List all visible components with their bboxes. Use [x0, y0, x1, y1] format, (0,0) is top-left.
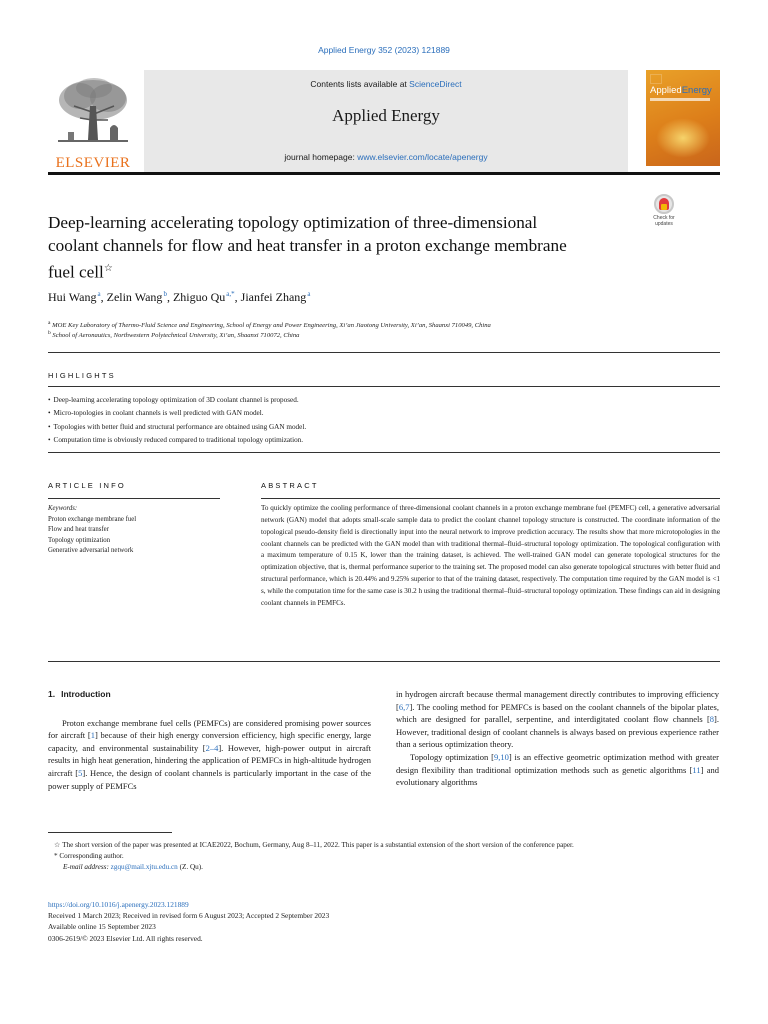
received-dates: Received 1 March 2023; Received in revised form 6 August 2023; Accepted 2 September 2023 — [48, 911, 330, 921]
online-date: Available online 15 September 2023 — [48, 922, 156, 932]
author-list: Hui Wang $^a$, Zelin Wang $^b$, Zhiguo Qu $^{a,*}$, Jianfei Zhang $^a$ — [48, 290, 311, 304]
list-item: • Topologies with better fluid and structural performance are obtained using GAN model. — [48, 421, 720, 434]
highlights-heading: HIGHLIGHTS — [48, 371, 116, 380]
abstract-heading: ABSTRACT — [261, 481, 319, 490]
article-info-heading: ARTICLE INFO — [48, 481, 126, 490]
citation-link[interactable]: 2–4 — [205, 742, 219, 753]
author-affiliation-mark[interactable]: b — [163, 290, 167, 298]
citation-link[interactable]: 11 — [692, 764, 701, 775]
highlights-list — [48, 394, 720, 448]
journal-name[interactable]: Applied Energy — [332, 106, 440, 125]
list-item: • Micro-topologies in coolant channels is well predicted with GAN model. — [48, 407, 720, 420]
article-metadata — [48, 899, 329, 944]
section-divider — [48, 386, 720, 387]
cover-subtitle-bar — [650, 98, 710, 101]
citation-link[interactable]: 1 — [90, 730, 95, 741]
affiliation: $^a$ MOE Key Laboratory of Thermo-Fluid Science and Engineering, School of Energy and Power Engineering, Xi’an Jiaotong University, Xi’an, Shaanxi 710049, China — [48, 320, 491, 330]
journal-reference[interactable]: Applied Energy 352 (2023) 121889 — [318, 45, 450, 55]
keyword[interactable]: Generative adversarial network — [48, 547, 134, 555]
list-item: • Deep-learning accelerating topology optimization of 3D coolant channel is proposed. — [48, 394, 720, 407]
contents-availability: Contents lists available at ScienceDirect — [310, 79, 462, 89]
section-divider — [261, 498, 720, 499]
list-item: • Computation time is obviously reduced compared to traditional topology optimization. — [48, 434, 720, 447]
author-name[interactable]: Jianfei Zhang — [240, 290, 307, 304]
section-divider — [48, 452, 720, 453]
footnote: E-mail address: zgqu@mail.xjtu.edu.cn (Z. Qu). — [63, 863, 203, 871]
title-footnote-mark[interactable]: ☆ — [103, 263, 113, 274]
cover-publisher-icon — [650, 74, 662, 84]
journal-homepage: journal homepage: www.elsevier.com/locate/apenergy — [284, 152, 488, 162]
cover-artwork — [656, 118, 710, 158]
keyword[interactable]: Flow and heat transfer — [48, 526, 109, 534]
elsevier-wordmark: ELSEVIER — [55, 155, 131, 171]
section-divider — [48, 498, 220, 499]
body-paragraph: Topology optimization [9,10] is an effective geometric optimization method with greater design flexibility than traditional optimization methods such as genetic algorithms [11] and evolutionary algorithms — [396, 751, 719, 788]
check-for-updates-label: Check for updates — [653, 215, 675, 227]
author-affiliation-mark[interactable]: a — [307, 290, 311, 298]
abstract-text: To quickly optimize the cooling performance of three-dimensional coolant channels in a proton exchange membrane fuel (PEMFC) cell, a generative adversarial network (GAN) model that adopts small-scale sample data to predict the coolant channel topology structure is constructed. The coordinate information of the topological pseudo-density field is directionally input into the neural network to improve prediction accuracy. The results show that more microtopologies in the coolant channels can be predicted with the GAN model than with traditional thermal–fluid–structural topology optimization. The topological configuration with a maximum temperature of 0.15 K, lower than the training dataset, is achieved. The well-trained GAN model can generate topological structures for the optimization objective, that is, thermal performance superior to the training set. The proposed model can also generate topological structures with better fluid and structural performance, which is 20.44% and 9.25% superior to that of the training dataset, respectively. The computation time required by the GAN model is <1 s, while the computation time for the same case is 30.2 h using the traditional thermal–fluid–structural topology optimization. These findings can aid in designing coolant channels in PEMFCs. — [261, 504, 720, 607]
body-column-left — [48, 688, 371, 792]
elsevier-tree-icon — [52, 76, 134, 150]
journal-cover[interactable] — [646, 70, 720, 166]
author-name[interactable]: Zelin Wang — [106, 290, 163, 304]
citation-link[interactable]: 8 — [709, 714, 715, 725]
author-affiliation-mark[interactable]: a — [97, 290, 101, 298]
footnote: ☆ The short version of the paper was presented at ICAE2022, Bochum, Germany, Aug 8–11, 2022. This paper is a substantial extension of the short version of the conference paper. — [54, 841, 574, 849]
keywords-label: Keywords: — [48, 505, 78, 512]
footnote: * Corresponding author. — [54, 852, 124, 860]
author-affiliation-mark[interactable]: a,* — [226, 290, 235, 298]
section-heading: 1. Introduction — [48, 689, 111, 699]
email-link[interactable]: zgqu@mail.xjtu.edu.cn — [110, 863, 178, 871]
affiliation: $^b$ School of Aeronautics, Northwestern Polytechnical University, Xi’an, Shaanxi 710072, China — [48, 330, 300, 340]
copyright: 0306-2619/© 2023 Elsevier Ltd. All rights reserved. — [48, 933, 203, 943]
doi-link[interactable]: https://doi.org/10.1016/j.apenergy.2023.121889 — [48, 900, 189, 909]
keyword[interactable]: Topology optimization — [48, 536, 111, 544]
sciencedirect-link[interactable]: ScienceDirect — [409, 79, 462, 89]
keyword[interactable]: Proton exchange membrane fuel — [48, 516, 137, 523]
footnotes — [48, 840, 720, 873]
author-name[interactable]: Zhiguo Qu — [172, 290, 226, 304]
elsevier-logo[interactable] — [48, 76, 138, 170]
homepage-link[interactable]: www.elsevier.com/locate/apenergy — [357, 152, 488, 162]
body-paragraph: in hydrogen aircraft because thermal management directly contributes to improving efficiency [6,7]. The cooling method for PEMFCs is based on the coolant channels of the bipolar plates, which are designed for parallel, serpentine, and interdigitated coolant flow channels [8]. However, traditional design of coolant channels is always based on previous experience rather than a serious optimization theory. — [396, 689, 719, 750]
cover-title: AppliedEnergy — [650, 85, 712, 96]
journal-header — [48, 70, 720, 172]
article-title: Deep-learning accelerating topology optimization of three-dimensional coolant channels for flow and heat transfer in a proton exchange membrane fuel cell☆ — [48, 213, 567, 282]
journal-banner — [144, 70, 628, 172]
keywords-list — [48, 515, 136, 557]
bookmark-icon — [654, 194, 674, 214]
section-divider — [48, 352, 720, 353]
citation-link[interactable]: 6,7 — [398, 701, 410, 712]
body-paragraph: Proton exchange membrane fuel cells (PEMFCs) are considered promising power sources for aircraft [1] because of their high energy conversion efficiency, high specific energy, large capacity, and environmental sustainability [2–4]. However, high-power output in aircraft results in high heat generation, hindering the application of PEMFCs in high-altitude hydrogen aircraft [5]. Hence, the design of coolant channels is particularly important in the case of the power supply of PEMFCs — [48, 717, 371, 791]
body-column-right — [396, 688, 719, 789]
citation-link[interactable]: 9,10 — [493, 751, 509, 762]
section-divider — [48, 661, 720, 662]
header-divider — [48, 172, 720, 175]
citation-link[interactable]: 5 — [78, 767, 83, 778]
author-name[interactable]: Hui Wang — [48, 290, 97, 304]
check-for-updates-badge[interactable] — [648, 194, 680, 230]
footnote-divider — [48, 832, 172, 833]
